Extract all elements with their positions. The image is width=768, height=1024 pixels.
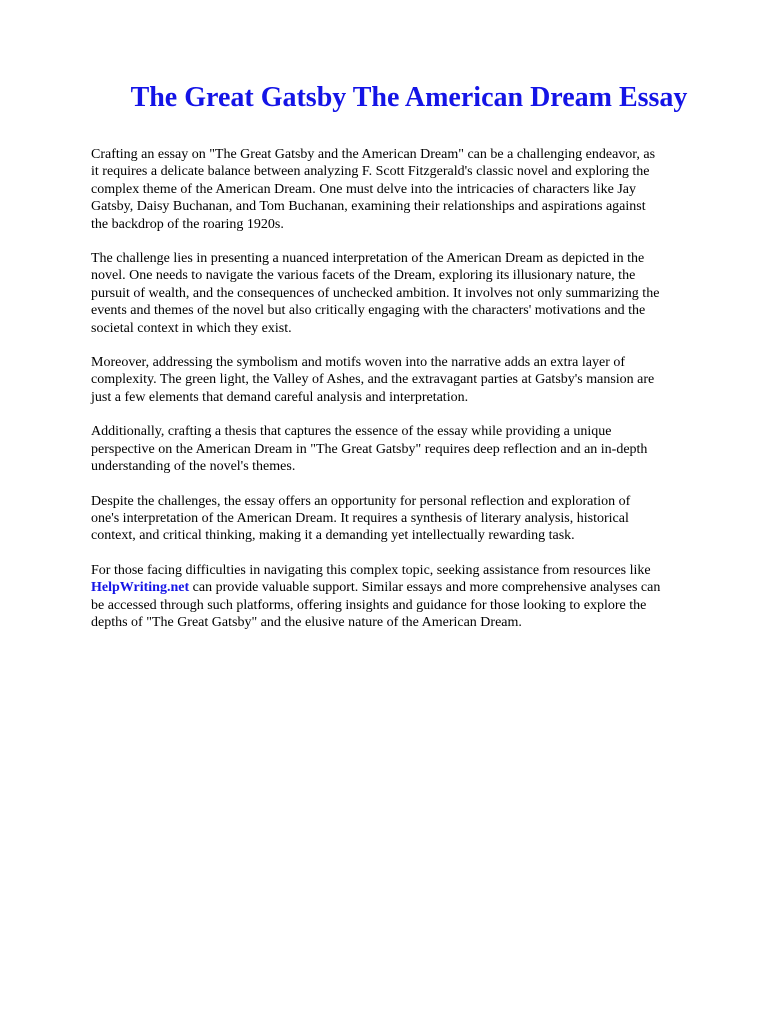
paragraph-6 <box>91 562 731 632</box>
paragraph-1: Crafting an essay on "The Great Gatsby and the American Dream" can be a challenging endeavor, as it requires a delicate balance between analyzing F. Scott Fitzgerald's classic novel and exploring the complex theme of the American Dream. One must delve into the intricacies of characters like Jay Gatsby, Daisy Buchanan, and Tom Buchanan, examining their relationships and aspirations against the backdrop of the roaring 1920s. <box>91 147 656 232</box>
paragraph-2: The challenge lies in presenting a nuanced interpretation of the American Dream as depicted in the novel. One needs to navigate the various facets of the Dream, exploring its illusionary nature, the pursuit of wealth, and the consequences of unchecked ambition. It involves not only summarizing the events and themes of the novel but also critically engaging with the characters' motivations and the societal context in which they exist. <box>91 251 660 336</box>
helpwriting-link[interactable]: HelpWriting.net <box>91 580 190 596</box>
document-title: The Great Gatsby The American Dream Essay <box>130 82 688 113</box>
paragraph-4: Additionally, crafting a thesis that captures the essence of the essay while providing a unique perspective on the American Dream in "The Great Gatsby" requires deep reflection and an in-depth understanding of the novel's themes. <box>91 424 648 475</box>
paragraph-3: Moreover, addressing the symbolism and motifs woven into the narrative adds an extra layer of complexity. The green light, the Valley of Ashes, and the extravagant parties at Gatsby's mansion are just a few elements that demand careful analysis and interpretation. <box>91 355 655 405</box>
paragraph-5: Despite the challenges, the essay offers an opportunity for personal reflection and exploration of one's interpretation of the American Dream. It requires a synthesis of literary analysis, historical context, and critical thinking, making it a demanding yet intellectually rewarding task. <box>91 493 631 544</box>
paragraph-6-before-link: For those facing difficulties in navigating this complex topic, seeking assistance from resources like <box>91 562 651 578</box>
paragraph-6-after-link: can provide valuable support. Similar essays and more comprehensive analyses can be accessed through such platforms, offering insights and guidance for those looking to explore the depths of "The Great Gatsby" and the elusive nature of the American Dream. <box>91 580 661 630</box>
title-container <box>0 80 768 148</box>
document-body <box>91 146 731 648</box>
